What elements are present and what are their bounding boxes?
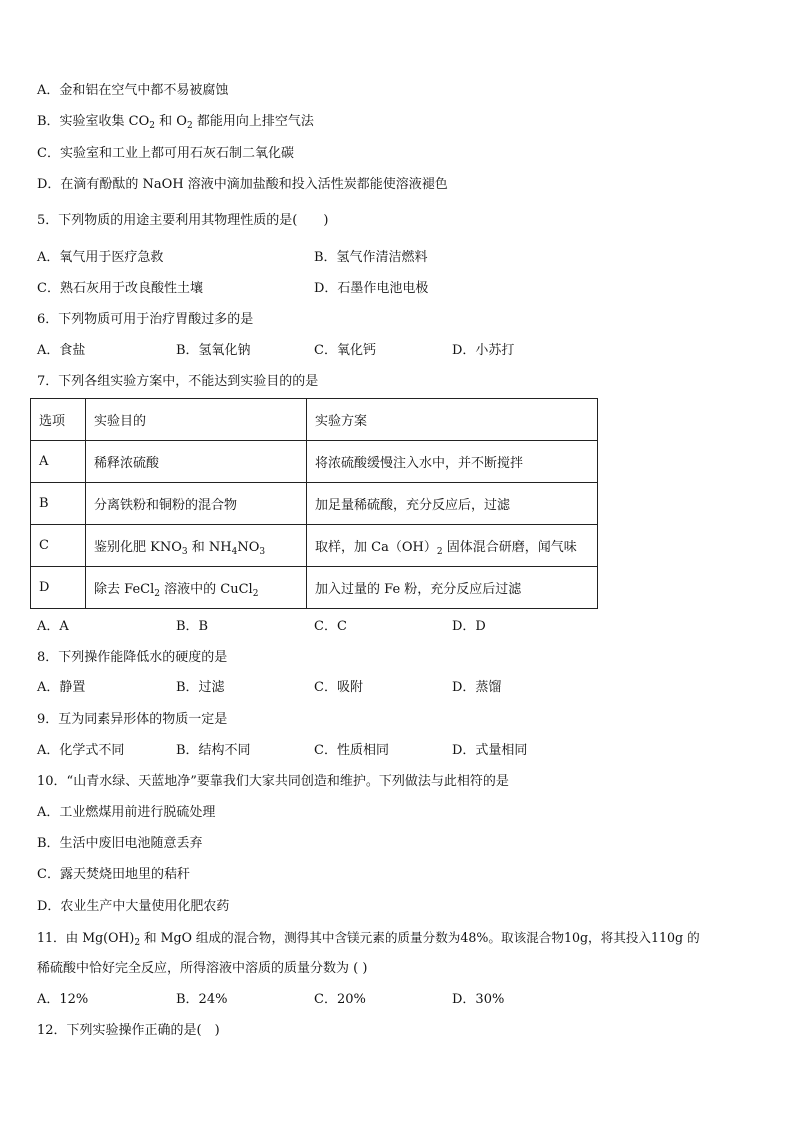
q6-option-a: A．食盐 xyxy=(37,343,86,358)
q11-option-c: C．20% xyxy=(314,992,366,1007)
table-header-row xyxy=(31,399,598,441)
q9-stem: 9．互为同素异形体的物质一定是 xyxy=(37,712,228,727)
table-header-cell: 实验方案 xyxy=(307,399,598,441)
table-cell-option: B xyxy=(31,483,86,525)
q10-option-b: B．生活中废旧电池随意丢弃 xyxy=(37,836,203,851)
q5-stem: 5．下列物质的用途主要利用其物理性质的是( ) xyxy=(37,213,329,228)
table-cell-option: A xyxy=(31,441,86,483)
table-cell-purpose: 鉴别化肥 $KNO_3$ 和 $NH_4NO_3$ xyxy=(86,525,307,567)
table-row xyxy=(31,525,598,567)
q8-option-c: C．吸附 xyxy=(314,680,363,695)
q9-option-d: D．式量相同 xyxy=(452,743,528,758)
q5-option-b: B．氢气作清洁燃料 xyxy=(314,250,428,265)
table-cell-purpose: 分离铁粉和铜粉的混合物 xyxy=(86,483,307,525)
table-cell-purpose: 稀释浓硫酸 xyxy=(86,441,307,483)
table-cell-option: D xyxy=(31,567,86,609)
q10-option-a: A．工业燃煤用前进行脱硫处理 xyxy=(37,805,216,820)
table-header-cell: 选项 xyxy=(31,399,86,441)
experiment-table xyxy=(30,398,598,609)
q11-stem-line2: 稀硫酸中恰好完全反应，所得溶液中溶质的质量分数为 ( ) xyxy=(37,961,368,976)
table-row xyxy=(31,441,598,483)
q9-option-b: B．结构不同 xyxy=(176,743,251,758)
q5-option-a: A．氧气用于医疗急救 xyxy=(37,250,164,265)
table-row xyxy=(31,483,598,525)
q8-option-a: A．静置 xyxy=(37,680,86,695)
q11-option-d: D．30% xyxy=(452,992,505,1007)
q5-option-d: D．石墨作电池电极 xyxy=(314,281,429,296)
q11-option-b: B．24% xyxy=(176,992,228,1007)
q8-option-b: B．过滤 xyxy=(176,680,225,695)
table-cell-plan: 取样，加 $Ca(OH)_2$ 固体混合研磨，闻气味 xyxy=(307,525,598,567)
q8-stem: 8．下列操作能降低水的硬度的是 xyxy=(37,650,228,665)
q12-stem: 12．下列实验操作正确的是( ) xyxy=(37,1023,220,1038)
q7-option-d: D．D xyxy=(452,619,486,634)
table-cell-plan: 加入过量的 Fe 粉，充分反应后过滤 xyxy=(307,567,598,609)
q10-option-c: C．露天焚烧田地里的秸秆 xyxy=(37,867,190,882)
q8-option-d: D．蒸馏 xyxy=(452,680,502,695)
table-header-cell: 实验目的 xyxy=(86,399,307,441)
q7-stem: 7．下列各组实验方案中，不能达到实验目的的是 xyxy=(37,374,319,389)
q5-option-c: C．熟石灰用于改良酸性土壤 xyxy=(37,281,203,296)
table-cell-purpose: 除去 FeCl$_2$ 溶液中的 CuCl$_2$ xyxy=(86,567,307,609)
q7-option-c: C．C xyxy=(314,619,347,634)
table-cell-option: C xyxy=(31,525,86,567)
q4-option-c: C．实验室和工业上都可用石灰石制二氧化碳 xyxy=(37,146,294,161)
q10-stem: 10．“山青水绿、天蓝地净”要靠我们大家共同创造和维护。下列做法与此相符的是 xyxy=(37,774,509,789)
q6-option-d: D．小苏打 xyxy=(452,343,515,358)
q11-option-a: A．12% xyxy=(37,992,89,1007)
table-cell-plan: 加足量稀硫酸，充分反应后，过滤 xyxy=(307,483,598,525)
q4-option-d: D．在滴有酚酞的 NaOH 溶液中滴加盐酸和投入活性炭都能使溶液褪色 xyxy=(37,177,448,192)
q7-option-a: A．A xyxy=(37,619,69,634)
table-row xyxy=(31,567,598,609)
q6-option-c: C．氧化钙 xyxy=(314,343,376,358)
q4-option-b: B．实验室收集 $CO_2$ 和 $O_2$ 都能用向上排空气法 xyxy=(37,114,314,131)
q9-option-c: C．性质相同 xyxy=(314,743,389,758)
q6-stem: 6．下列物质可用于治疗胃酸过多的是 xyxy=(37,312,254,327)
table-cell-plan: 将浓硫酸缓慢注入水中，并不断搅拌 xyxy=(307,441,598,483)
q7-option-b: B．B xyxy=(176,619,209,634)
q11-stem-line1: 11．由 $Mg(OH)_2$ 和 MgO 组成的混合物，测得其中含镁元素的质量分数为48%。取该混合物10g，将其投入110g 的 xyxy=(37,930,700,948)
q9-option-a: A．化学式不同 xyxy=(37,743,125,758)
q6-option-b: B．氢氧化钠 xyxy=(176,343,251,358)
q4-option-a: A．金和铝在空气中都不易被腐蚀 xyxy=(37,83,229,98)
q10-option-d: D．农业生产中大量使用化肥农药 xyxy=(37,899,230,914)
